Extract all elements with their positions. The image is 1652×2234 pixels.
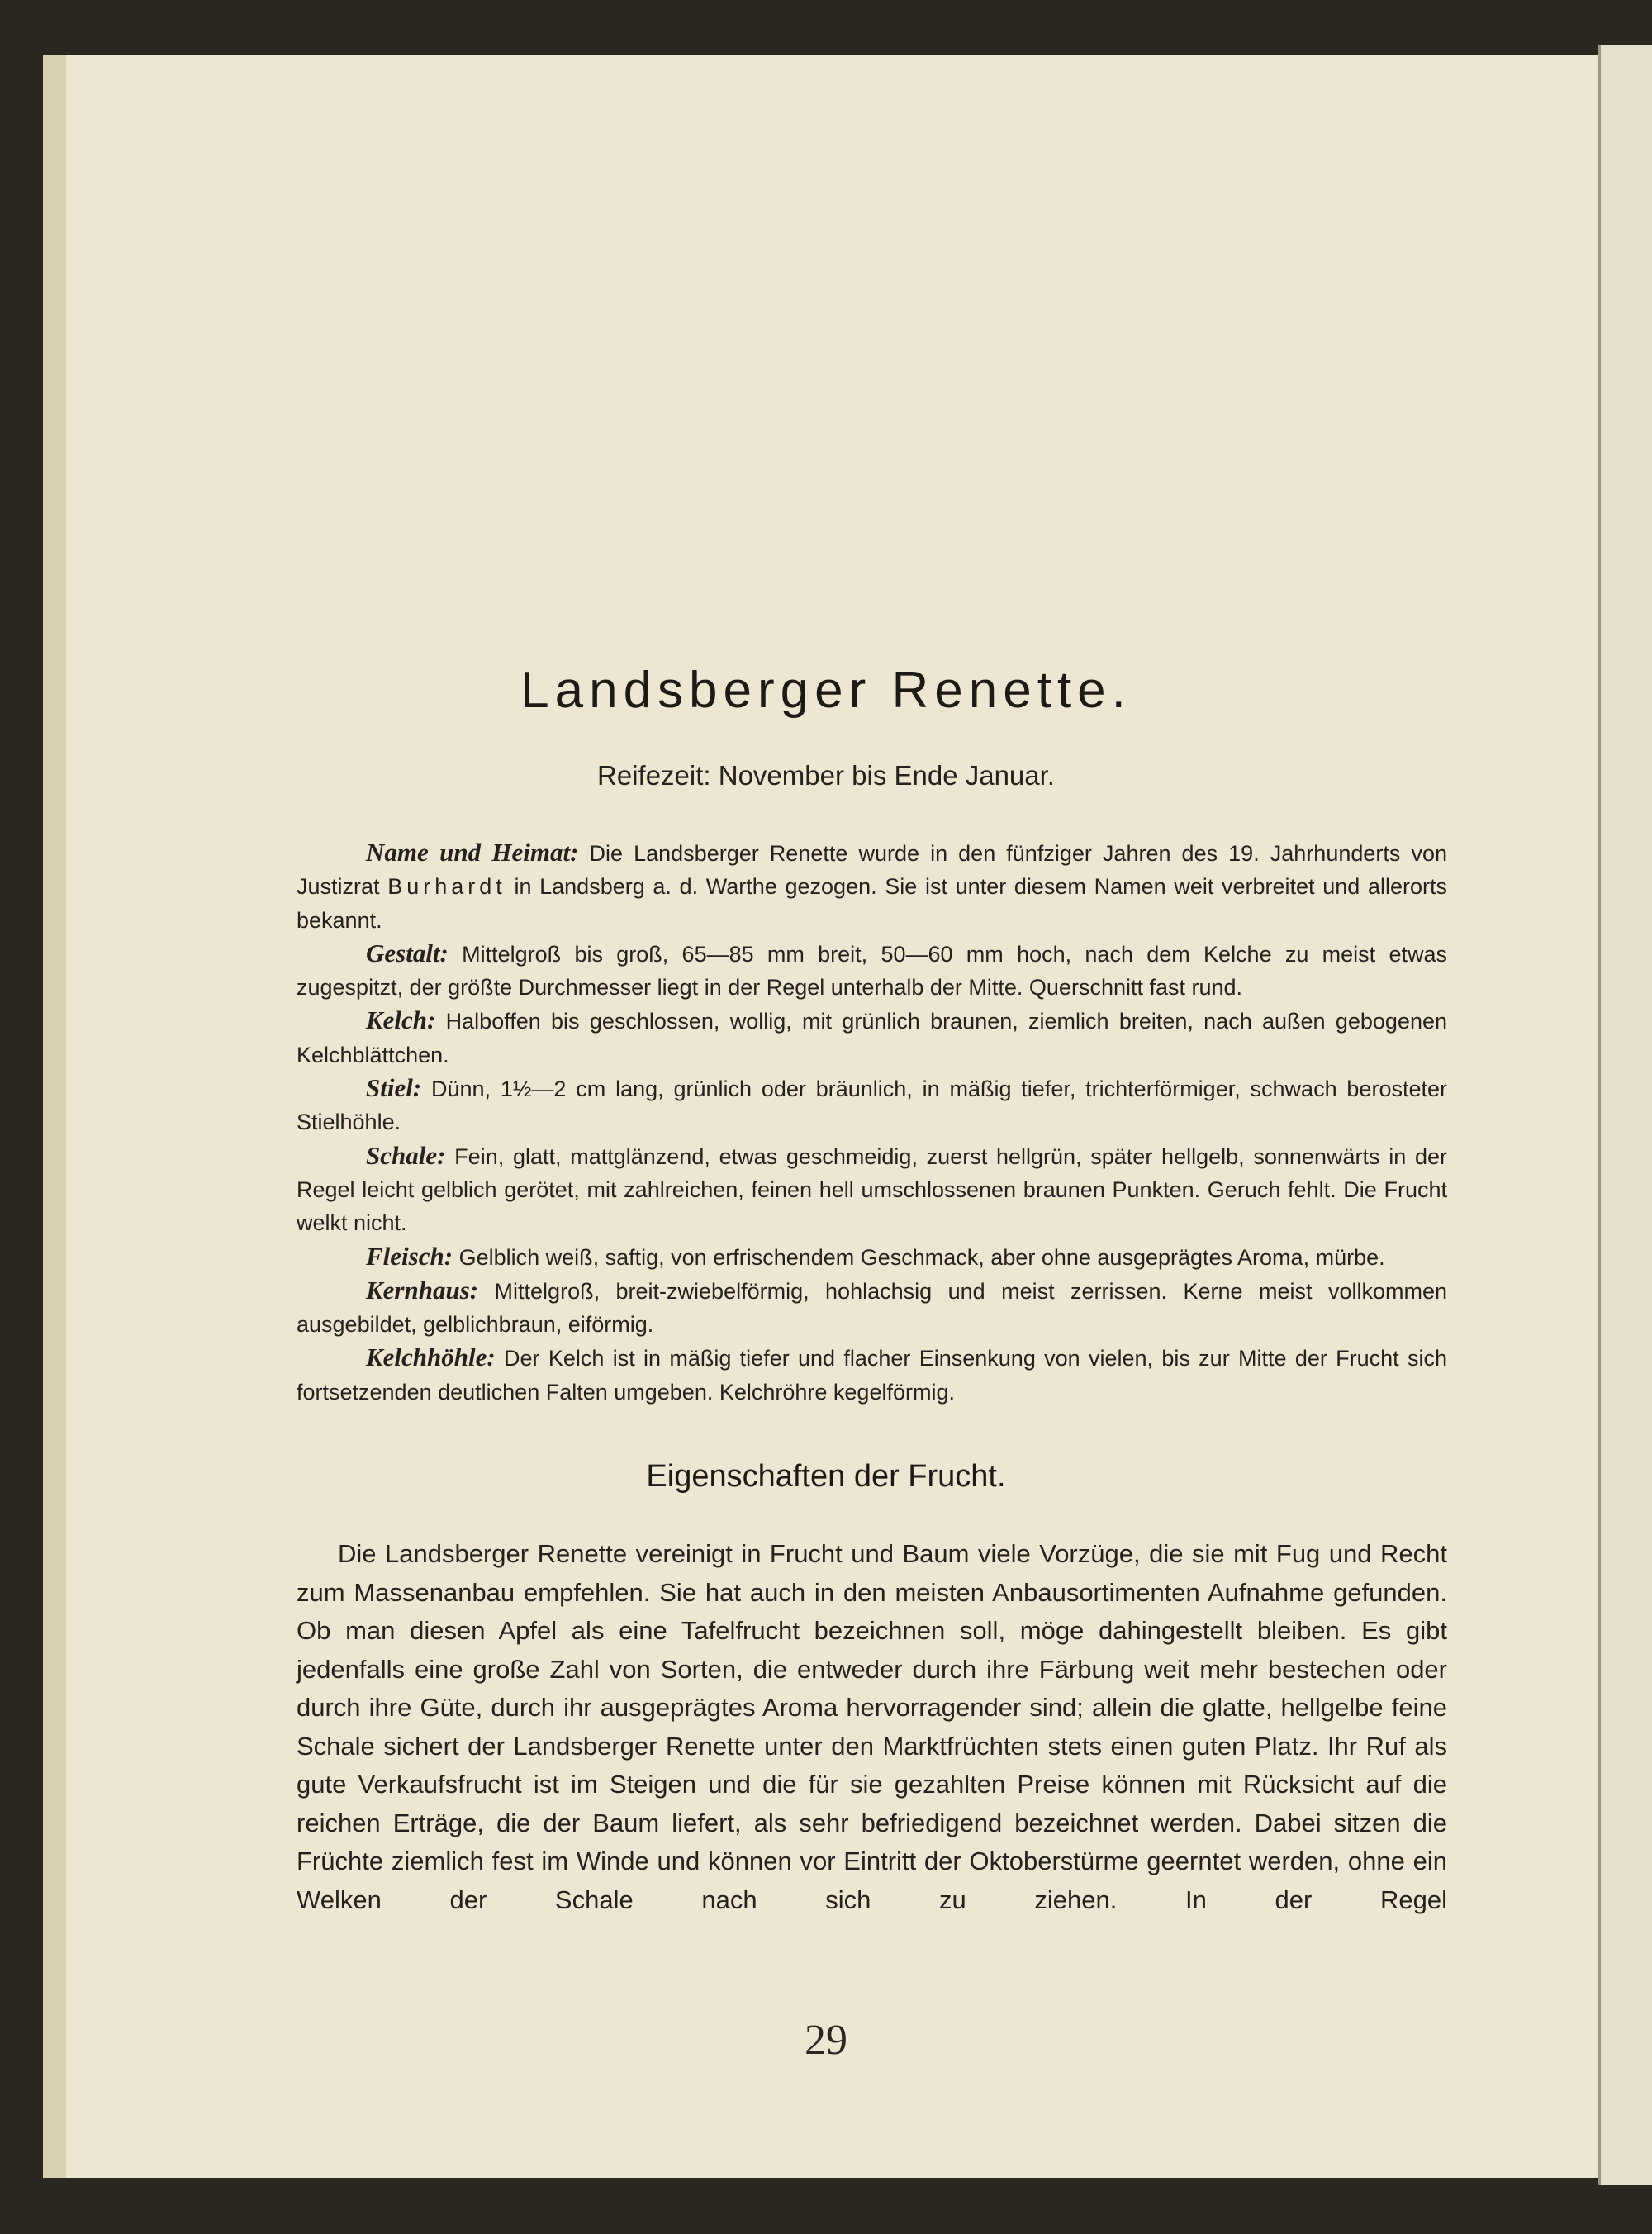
entry-fleisch [297,1240,1447,1274]
entry-kelchhoehle [297,1341,1447,1409]
entry-schale [297,1139,1447,1240]
entry-kernhaus [297,1274,1447,1342]
variety-description [297,836,1447,1409]
entry-label: Kernhaus: [366,1275,479,1305]
ripening-time: Reifezeit: November bis Ende Januar. [597,760,1055,791]
section-paragraph: Die Landsberger Renette vereinigt in Frucht und Baum viele Vorzüge, die sie mit Fug und Recht zum Massenanbau empfehlen. Sie hat auch in den meisten Anbausortimenten Aufnahme gefunden. Ob man diesen Apfel als eine Tafelfrucht bezeichnen soll, möge dahingestellt bleiben. Es gibt jedenfalls eine große Zahl von Sorten, die entweder durch ihre Färbung weit mehr bestechen oder durch ihre Güte, durch ihr ausgeprägtes Aroma hervorragender sind; allein die glatte, hellgelbe feine Schale sichert der Landsberger Renette unter den Marktfrüchten stets einen guten Platz. Ihr Ruf als gute Verkaufsfrucht ist im Steigen und die für sie gezahlten Preise können mit Rücksicht auf die reichen Erträge, die der Baum liefert, als sehr befriedigend bezeichnet werden. Dabei sitzen die Früchte ziemlich fest im Winde und können vor Eintritt der Oktoberstürme geerntet werden, ohne ein Welken der Schale nach sich zu ziehen. In der Regel [297,1539,1447,1914]
entry-label: Stiel: [366,1073,422,1103]
entry-text: Mittelgroß, breit-zwiebelförmig, hohlachsig und meist zerrissen. Kerne meist vollkommen ausgebildet, gelblichbraun, eiförmig. [297,1278,1447,1338]
adjacent-page-edge [1598,45,1652,2185]
entry-gestalt [297,937,1447,1005]
page-number: 29 [805,2017,847,2064]
entry-text: in Landsberg a. d. Warthe gezogen. Sie ist unter diesem Namen weit verbreitet und allerorts bekannt. [297,874,1447,933]
entry-stiel [297,1072,1447,1139]
entry-text: Die Landsberger Renette wurde in den fünfziger Jahren des 19. Jahrhunderts von Justizrat [297,841,1447,900]
entry-label: Kelch: [366,1005,436,1035]
page-edge [43,55,66,2178]
section-heading: Eigenschaften der Frucht. [646,1459,1006,1494]
entry-text: Gelblich weiß, saftig, von erfrischendem Geschmack, aber ohne ausgeprägtes Aroma, mürbe. [453,1244,1385,1270]
entry-text: Fein, glatt, mattglänzend, etwas geschmeidig, zuerst hellgrün, später hellgelb, sonnenwärts in der Regel leicht gelblich gerötet, mit zahlreichen, feinen hell umschlossenen braunen Punkten. Geruch fehlt. Die Frucht welkt nicht. [297,1143,1447,1236]
entry-text: Halboffen bis geschlossen, wollig, mit grünlich braunen, ziemlich breiten, nach außen gebogenen Kelchblättchen. [297,1009,1447,1067]
entry-label: Name und Heimat: [366,838,579,867]
entry-text: Der Kelch ist in mäßig tiefer und flacher Einsenkung von vielen, bis zur Mitte der Frucht sich fortsetzenden deutlichen Falten umgeben. Kelchröhre kegelförmig. [297,1346,1447,1405]
entry-label: Gestalt: [366,938,449,967]
entry-person: Burhardt [387,874,506,900]
entry-name-heimat [297,836,1447,937]
page-title: Landsberger Renette. [520,662,1132,719]
entry-label: Schale: [366,1140,446,1170]
entry-label: Kelchhöhle: [366,1343,496,1372]
entry-kelch [297,1004,1447,1072]
entry-label: Fleisch: [366,1241,453,1271]
entry-text: Dünn, 1½—2 cm lang, grünlich oder bräunlich, in mäßig tiefer, trichterförmiger, schwach berosteter Stielhöhle. [297,1077,1447,1135]
entry-text: Mittelgroß bis groß, 65—85 mm breit, 50—60 mm hoch, nach dem Kelche zu meist etwas zugespitzt, der größte Durchmesser liegt in der Regel unterhalb der Mitte. Querschnitt fast rund. [297,941,1447,1001]
